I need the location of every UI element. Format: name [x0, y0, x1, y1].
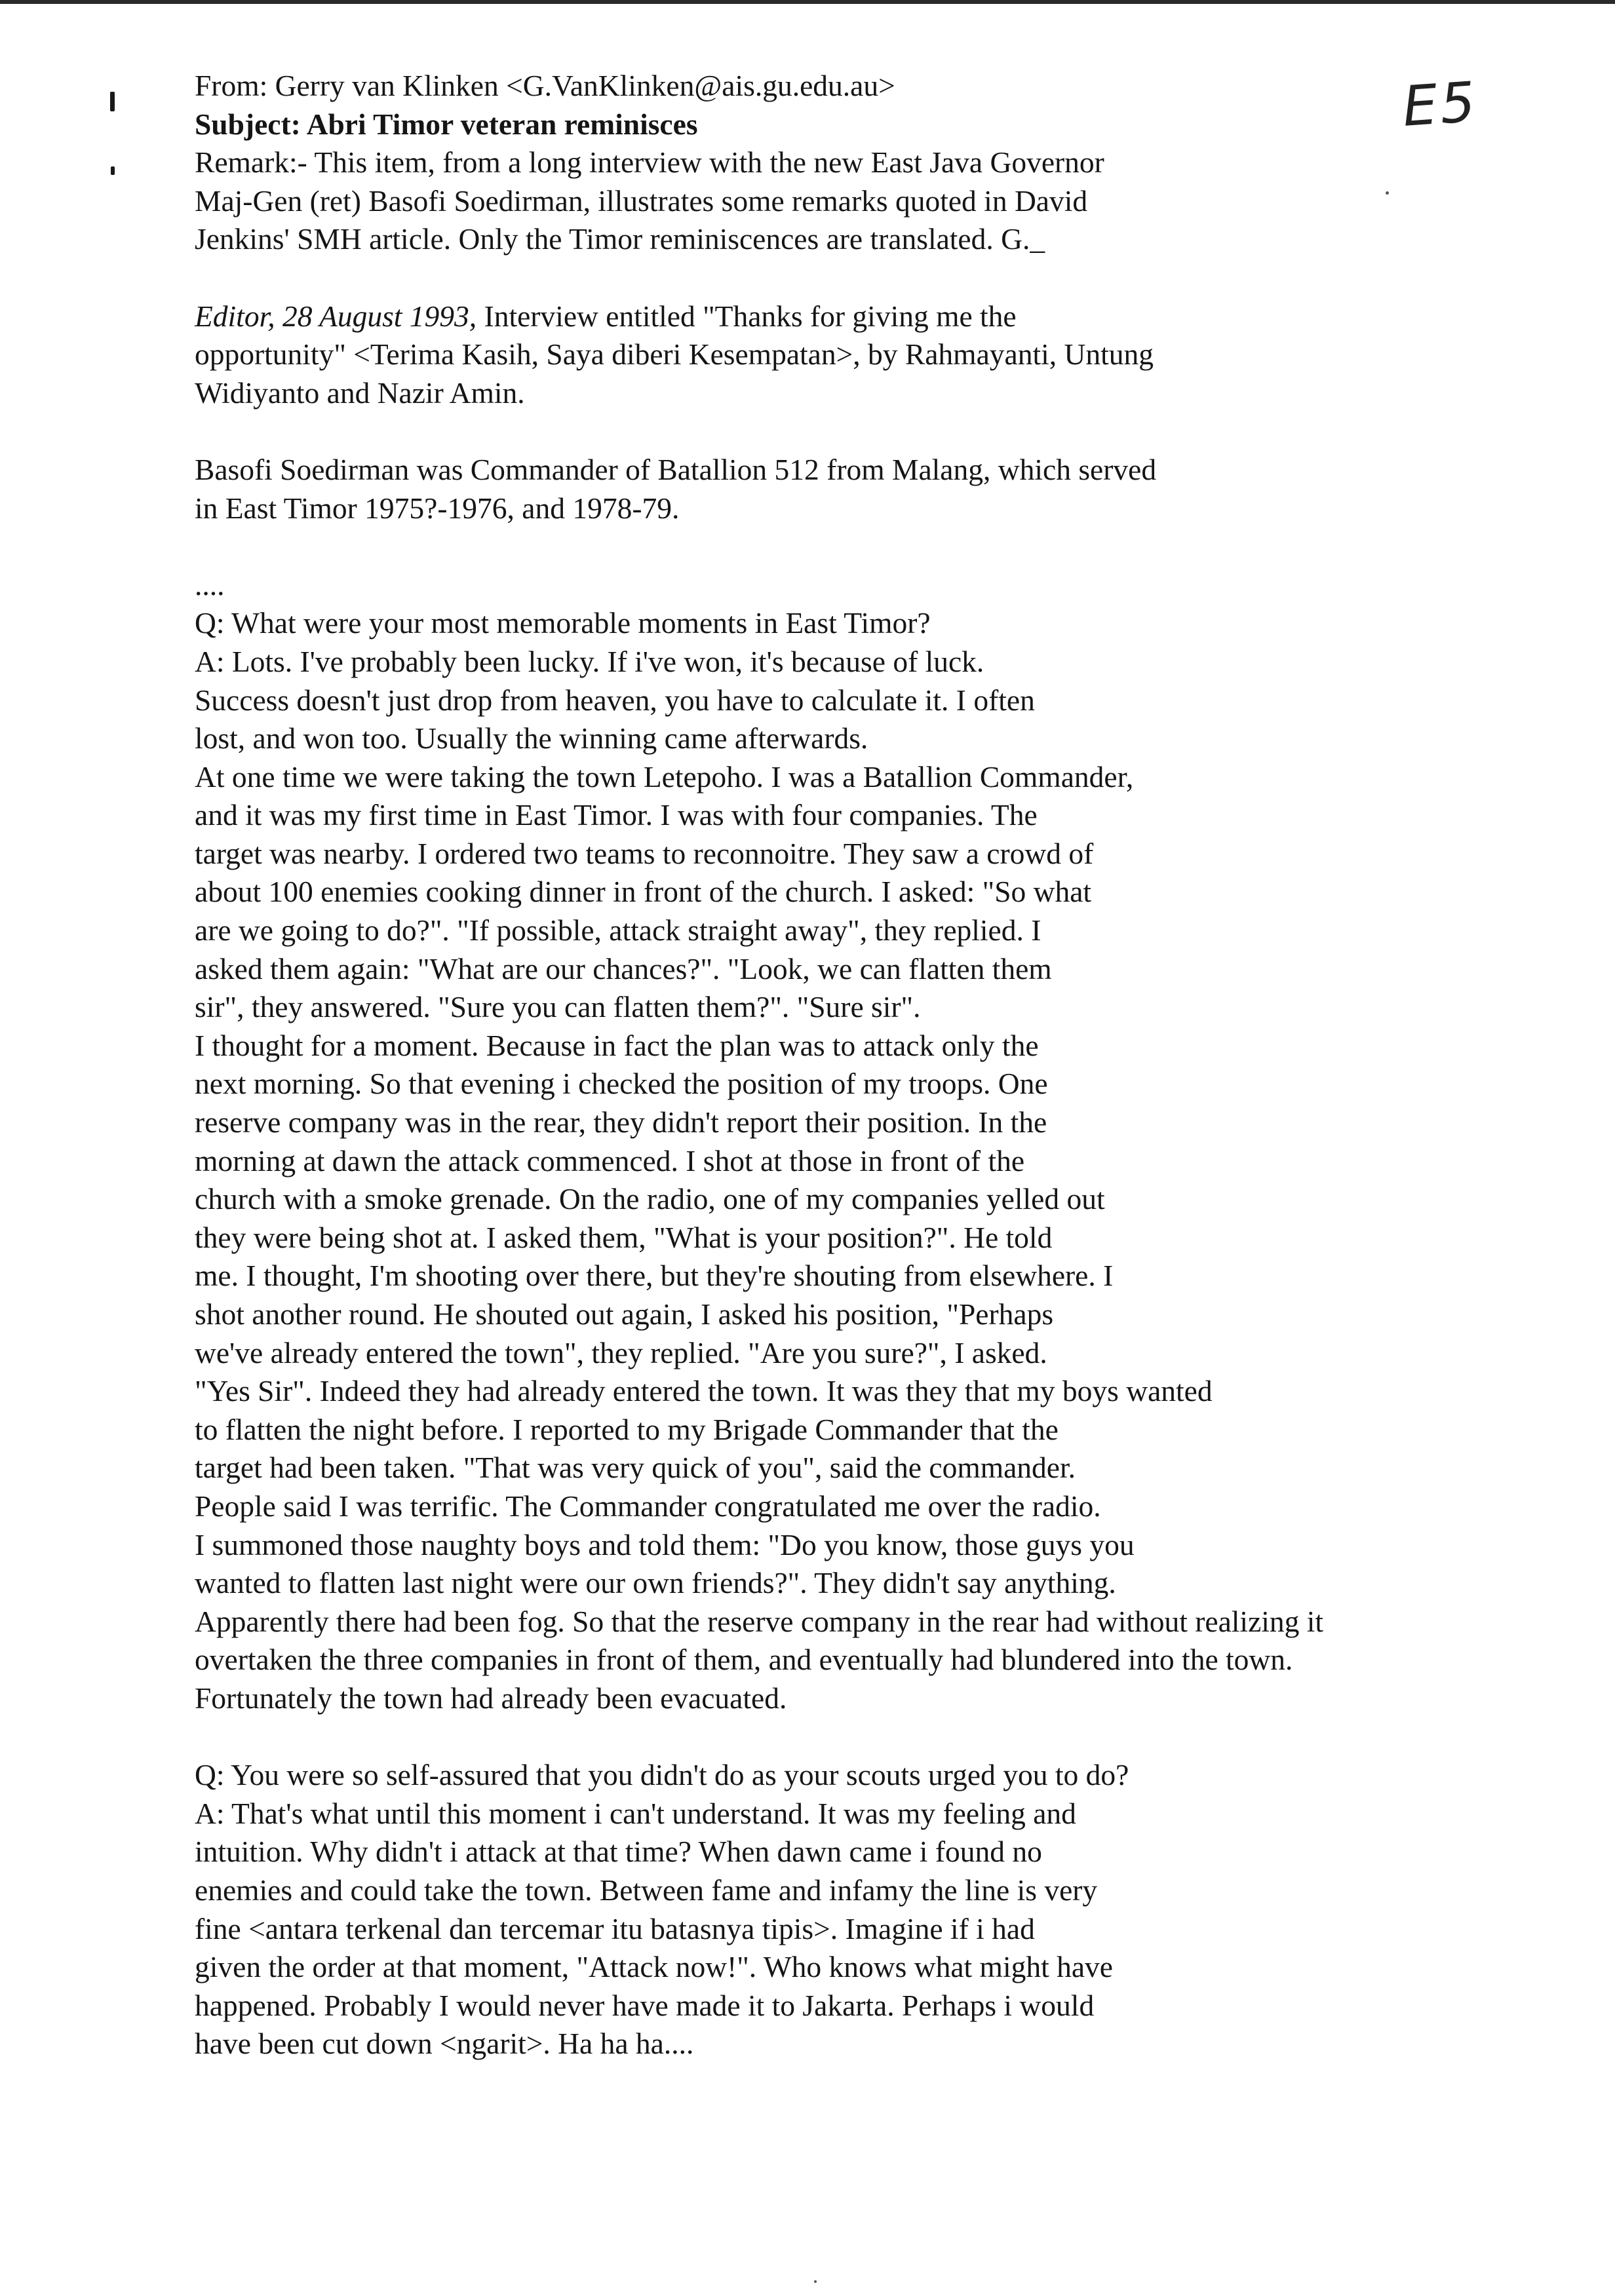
answer-line: shot another round. He shouted out again, I asked his position, "Perhaps [195, 1297, 1054, 1331]
paragraph-line: in East Timor 1975?-1976, and 1978-79. [195, 491, 680, 525]
answer-line: At one time we were taking the town Letepoho. I was a Batallion Commander, [195, 759, 1134, 794]
answer-line: reserve company was in the rear, they didn't report their position. In the [195, 1105, 1047, 1139]
answer-line: to flatten the night before. I reported to my Brigade Commander that the [195, 1412, 1059, 1446]
email-header [195, 67, 1506, 259]
citation-title: Interview entitled "Thanks for giving me the [477, 299, 1017, 333]
answer-line: about 100 enemies cooking dinner in front of the church. I asked: "So what [195, 875, 1092, 909]
answer-line: enemies and could take the town. Between fame and infamy the line is very [195, 1873, 1098, 1907]
answer-line: have been cut down <ngarit>. Ha ha ha.... [195, 2027, 694, 2061]
qa-block-1 [195, 604, 1506, 1717]
answer-line: Fortunately the town had already been evacuated. [195, 1681, 787, 1715]
scan-top-edge [0, 0, 1615, 4]
answer-line: lost, and won too. Usually the winning came afterwards. [195, 721, 868, 756]
answer-line: they were being shot at. I asked them, "What is your position?". He told [195, 1220, 1053, 1254]
answer-line: target was nearby. I ordered two teams to reconnoitre. They saw a crowd of [195, 836, 1094, 870]
paragraph-line: Basofi Soedirman was Commander of Batallion 512 from Malang, which served [195, 452, 1157, 486]
answer-line: are we going to do?". "If possible, attack straight away", they replied. I [195, 913, 1041, 947]
subject-line: Subject: Abri Timor veteran reminisces [195, 107, 698, 141]
remark-line: Remark:- This item, from a long interview with the new East Java Governor [195, 145, 1104, 180]
answer-line: People said I was terrific. The Commander congratulated me over the radio. [195, 1489, 1101, 1523]
remark-line: Maj-Gen (ret) Basofi Soedirman, illustrates some remarks quoted in David [195, 183, 1088, 218]
answer-line: sir", they answered. "Sure you can flatten them?". "Sure sir". [195, 990, 921, 1024]
scan-speck [814, 2280, 817, 2283]
citation-line: opportunity" <Terima Kasih, Saya diberi Kesempatan>, by Rahmayanti, Untung [195, 337, 1154, 372]
document-body [195, 67, 1506, 2063]
answer-line: overtaken the three companies in front of them, and eventually had blundered into the town. [195, 1643, 1293, 1677]
answer-line: I thought for a moment. Because in fact the plan was to attack only the [195, 1028, 1039, 1062]
remark-line: Jenkins' SMH article. Only the Timor reminiscences are translated. G._ [195, 222, 1045, 256]
from-line: From: Gerry van Klinken <G.VanKlinken@ais.gu.edu.au> [195, 69, 895, 102]
answer-line: A: Lots. I've probably been lucky. If i've won, it's because of luck. [195, 644, 984, 678]
margin-mark-bottom [111, 166, 115, 175]
answer-line: and it was my first time in East Timor. I was with four companies. The [195, 798, 1038, 832]
answer-line: church with a smoke grenade. On the radio, one of my companies yelled out [195, 1182, 1105, 1216]
citation-line [195, 297, 1506, 336]
answer-line: Apparently there had been fog. So that the reserve company in the rear had without realizing it [195, 1604, 1324, 1638]
ellipsis: .... [195, 567, 225, 602]
answer-line: intuition. Why didn't i attack at that time? When dawn came i found no [195, 1835, 1042, 1869]
answer-line: we've already entered the town", they replied. "Are you sure?", I asked. [195, 1335, 1047, 1369]
answer-line: given the order at that moment, "Attack now!". Who knows what might have [195, 1950, 1113, 1984]
answer-line: target had been taken. "That was very quick of you", said the commander. [195, 1451, 1076, 1485]
answer-line: "Yes Sir". Indeed they had already entered the town. It was they that my boys wanted [195, 1374, 1213, 1408]
answer-line: happened. Probably I would never have made it to Jakarta. Perhaps i would [195, 1988, 1095, 2022]
intro-paragraph [195, 451, 1506, 527]
answer-line: me. I thought, I'm shooting over there, but they're shouting from elsewhere. I [195, 1259, 1114, 1293]
handwritten-page-mark: E5 [1400, 69, 1480, 139]
source-citation [195, 297, 1506, 413]
answer-line: wanted to flatten last night were our own friends?". They didn't say anything. [195, 1566, 1116, 1600]
question-line: Q: You were so self-assured that you didn't do as your scouts urged you to do? [195, 1758, 1129, 1792]
answer-line: fine <antara terkenal dan tercemar itu batasnya tipis>. Imagine if i had [195, 1911, 1035, 1945]
qa-block-2 [195, 1756, 1506, 2063]
answer-line: asked them again: "What are our chances?". "Look, we can flatten them [195, 951, 1052, 985]
question-line: Q: What were your most memorable moments in East Timor? [195, 606, 931, 640]
margin-mark-top [110, 92, 115, 111]
answer-line: Success doesn't just drop from heaven, you have to calculate it. I often [195, 683, 1035, 717]
citation-line: Widiyanto and Nazir Amin. [195, 375, 525, 410]
answer-line: A: That's what until this moment i can't understand. It was my feeling and [195, 1796, 1076, 1830]
answer-line: I summoned those naughty boys and told them: "Do you know, those guys you [195, 1527, 1135, 1561]
answer-line: next morning. So that evening i checked the position of my troops. One [195, 1067, 1048, 1101]
answer-line: morning at dawn the attack commenced. I shot at those in front of the [195, 1143, 1025, 1177]
citation-publication-date: Editor, 28 August 1993, [195, 299, 477, 333]
